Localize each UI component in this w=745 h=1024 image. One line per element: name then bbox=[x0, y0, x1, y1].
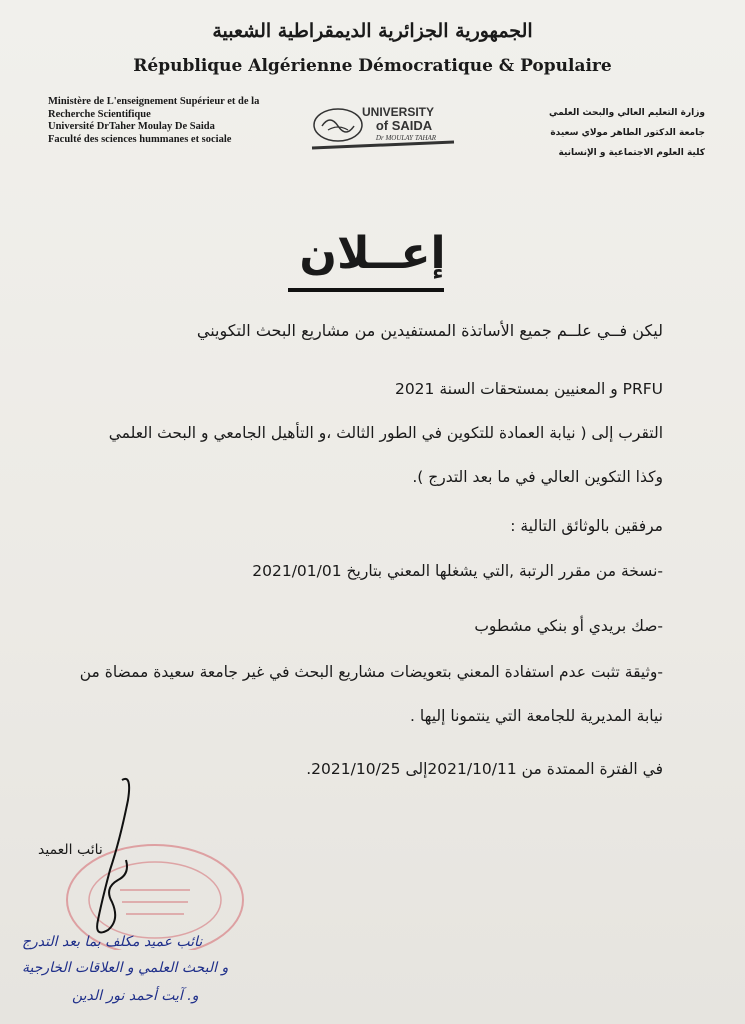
header-french-title: République Algérienne Démocratique & Populaire bbox=[133, 56, 612, 76]
announcement-line-4: وكذا التكوين العالي في ما بعد التدرج ). bbox=[412, 468, 663, 486]
handwritten-line-3: و. آيت أحمد نور الدين bbox=[72, 988, 199, 1004]
ministry-ar-line-3: كلية العلوم الاجتماعية و الإنسانية bbox=[558, 148, 705, 158]
announcement-line-10: في الفترة الممتدة من 2021/10/11إلى 2021/10/25. bbox=[306, 760, 663, 778]
ministry-block-french bbox=[48, 96, 259, 146]
announcement-line-9: نيابة المديرية للجامعة التي ينتمونا إليها . bbox=[410, 707, 663, 725]
announcement-title: إعــلان bbox=[299, 228, 446, 279]
ministry-block-arabic bbox=[549, 103, 705, 163]
announcement-line-8: -وثيقة تثبت عدم استفادة المعني بتعويضات مشاريع البحث في غير جامعة سعيدة ممضاة من bbox=[79, 663, 663, 681]
announcement-line-3: التقرب إلى ( نيابة العمادة للتكوين في الطور الثالث ،و التأهيل الجامعي و البحث العلمي bbox=[108, 424, 663, 442]
logo-text-moulay-tahar: Dr MOULAY TAHAR bbox=[375, 134, 437, 142]
logo-text-university: UNIVERSITY bbox=[361, 105, 435, 119]
announcement-line-5: مرفقين بالوثائق التالية : bbox=[510, 517, 663, 535]
announcement-line-1: ليكن فــي علــم جميع الأساتذة المستفيدين من مشاريع البحث التكويني bbox=[196, 321, 663, 340]
handwritten-line-1: نائب عميد مكلف بما بعد التدرج bbox=[22, 934, 203, 950]
ministry-ar-line-2: جامعة الدكتور الطاهر مولاي سعيدة bbox=[550, 128, 705, 138]
announcement-line-2: PRFU و المعنيين بمستحقات السنة 2021 bbox=[394, 380, 663, 398]
announcement-line-7: -صك بريدي أو بنكي مشطوب bbox=[474, 617, 663, 635]
announcement-line-6: -نسخة من مقرر الرتبة ,التي يشغلها المعني بتاريخ 2021/01/01 bbox=[252, 562, 663, 580]
title-underline bbox=[288, 288, 444, 292]
signer-title: نائب العميد bbox=[38, 842, 103, 858]
ministry-line-2: Recherche Scientifique bbox=[48, 108, 151, 120]
logo-text-saida: of SAIDA bbox=[375, 118, 433, 133]
ministry-ar-line-1: وزارة التعليم العالي والبحث العلمي bbox=[548, 108, 705, 118]
header-arabic-title: الجمهورية الجزائرية الديمقراطية الشعبية bbox=[212, 20, 533, 42]
handwritten-line-2: و البحث العلمي و العلاقات الخارجية bbox=[22, 960, 229, 976]
ministry-line-3: Université DrTaher Moulay De Saida bbox=[48, 121, 215, 132]
university-logo bbox=[308, 100, 458, 156]
ministry-line-1: Ministère de L'enseignement Supérieur et de la bbox=[48, 96, 260, 107]
ministry-line-4: Faculté des sciences hummanes et sociale bbox=[48, 133, 232, 145]
